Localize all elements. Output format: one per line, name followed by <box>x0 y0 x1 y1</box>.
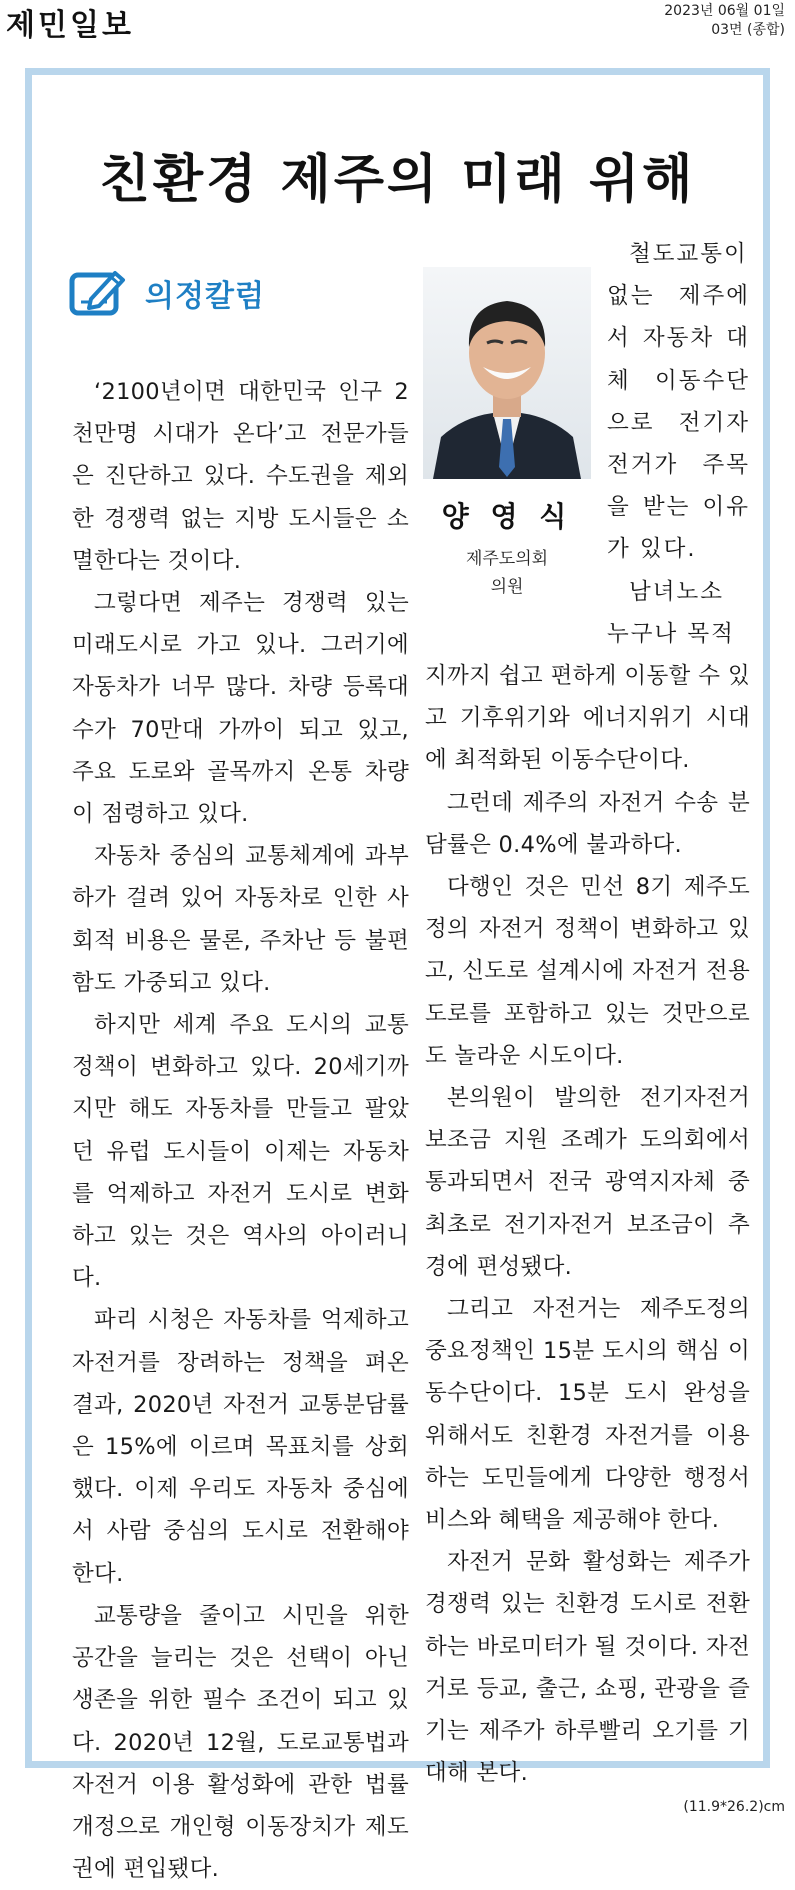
paragraph: 남녀노소 누구나 목적 <box>607 578 735 647</box>
paragraph: ‘2100년이면 대한민국 인구 2천만명 시대가 온다’고 전문가들은 진단하고 있다. 수도권을 제외한 경쟁력 없는 지방 도시들은 소멸한다는 것이다. <box>72 379 409 574</box>
paragraph: 지까지 쉽고 편하게 이동할 수 있고 기후위기와 에너지위기 시대에 최적화된 이동수단이다. <box>425 663 750 774</box>
paragraph: 파리 시청은 자동차를 억제하고 자전거를 장려하는 정책을 펴온 결과, 2020년 자전거 교통분담률은 15%에 이르며 목표치를 상회했다. 이제 우리도 자동차 중심에서 사람 중심의 도시로 전환해야 한다. <box>72 1307 409 1587</box>
article-headline: 친환경 제주의 미래 위해 <box>99 149 696 210</box>
paragraph: 그렇다면 제주는 경쟁력 있는 미래도시로 가고 있나. 그러기에 자동차가 너무 많다. 차량 등록대수가 70만대 가까이 되고 있고, 주요 도로와 골목까지 온통 차량이 점령하고 있다. <box>72 590 409 828</box>
author-title <box>423 545 591 601</box>
author-position: 의원 <box>490 577 524 597</box>
column-label <box>69 263 265 323</box>
column-label-text: 의정칼럼 <box>145 279 265 314</box>
author-name: 양 영 식 <box>441 500 573 533</box>
paragraph: 그리고 자전거는 제주도정의 중요정책인 15분 도시의 핵심 이동수단이다. 15분 도시 완성을 위해서도 친환경 자전거를 이용하는 도민들에게 다양한 행정서비스와 혜택을 제공해야 한다. <box>425 1296 750 1534</box>
article-left-column <box>72 371 409 1890</box>
paragraph: 철도교통이 없는 제주에서 자동차 대체 이동수단으로 전기자전거가 주목을 받는 이유가 있다. <box>607 241 750 563</box>
newspaper-masthead: 제민일보 <box>6 8 134 43</box>
article-wrap-column <box>607 233 750 655</box>
dateline <box>664 2 785 40</box>
paragraph: 본의원이 발의한 전기자전거 보조금 지원 조례가 도의회에서 통과되면서 전국 광역지자체 중 최초로 전기자전거 보조금이 추경에 편성됐다. <box>425 1085 750 1280</box>
paragraph: 다행인 것은 민선 8기 제주도정의 자전거 정책이 변화하고 있고, 신도로 설계시에 자전거 전용도로를 포함하고 있는 것만으로도 놀라운 시도이다. <box>425 874 750 1069</box>
paragraph: 하지만 세계 주요 도시의 교통정책이 변화하고 있다. 20세기까지만 해도 자동차를 만들고 팔았던 유럽 도시들이 이제는 자동차를 억제하고 자전거 도시로 변화하고 있는 것은 역사의 아이러니다. <box>72 1012 409 1292</box>
page-section: 03면 (종합) <box>711 22 785 38</box>
paragraph: 교통량을 줄이고 시민을 위한 공간을 늘리는 것은 선택이 아닌 생존을 위한 필수 조건이 되고 있다. 2020년 12월, 도로교통법과 자전거 이용 활성화에 관한 법률 개정으로 개인형 이동장치가 제도권에 편입됐다. <box>72 1602 409 1883</box>
paragraph: 그런데 제주의 자전거 수송 분담률은 0.4%에 불과하다. <box>425 789 750 858</box>
clipping-size-note: (11.9*26.2)cm <box>683 1799 785 1815</box>
author-photo <box>423 267 591 479</box>
publication-date: 2023년 06월 01일 <box>664 3 785 19</box>
article-right-column <box>425 655 750 1794</box>
paragraph: 자동차 중심의 교통체계에 과부하가 걸려 있어 자동차로 인한 사회적 비용은 물론, 주차난 등 불편함도 가중되고 있다. <box>72 843 409 996</box>
pen-on-paper-icon <box>69 267 129 319</box>
author-affiliation: 제주도의회 <box>465 549 549 569</box>
paragraph: 자전거 문화 활성화는 제주가 경쟁력 있는 친환경 도시로 전환하는 바로미터가 될 것이다. 자전거로 등교, 출근, 쇼핑, 관광을 즐기는 제주가 하루빨리 오기를 기대해 본다. <box>425 1549 750 1787</box>
